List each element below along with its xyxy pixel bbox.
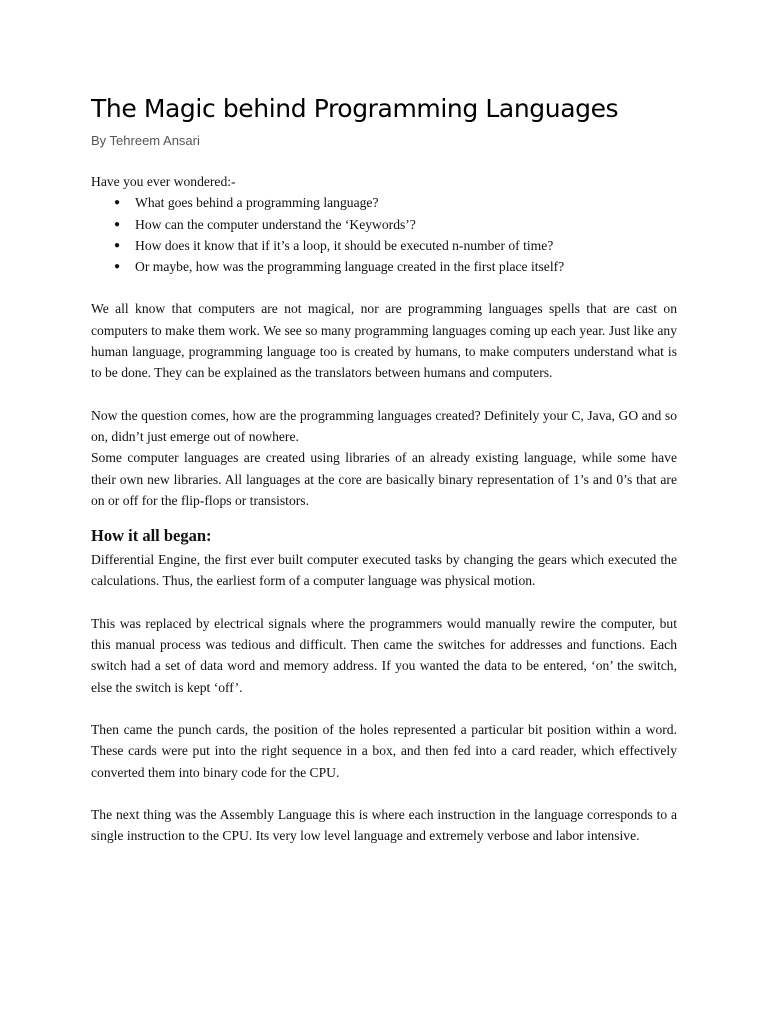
paragraph-differential-engine: Differential Engine, the first ever built computer executed tasks by changing the gears which executed the calculations. Thus, the earliest form of a computer language was physical motion.: [91, 552, 677, 589]
list-item-text: How does it know that if it’s a loop, it should be executed n-number of time?: [135, 237, 554, 253]
spacer: [91, 384, 677, 405]
author-byline: By Tehreem Ansari: [91, 133, 200, 148]
list-item: [114, 235, 677, 256]
intro-text: Have you ever wondered:-: [91, 174, 236, 189]
spacer: [91, 592, 677, 613]
bullet-icon: ●: [114, 197, 121, 209]
spacer: [91, 698, 677, 719]
document-page: [91, 92, 677, 846]
paragraph-how-created: Now the question comes, how are the programming languages created? Definitely your C, Java, GO and so on, didn’t just emerge out of nowhere.: [91, 407, 677, 444]
bullet-icon: ●: [114, 239, 121, 251]
list-item: [114, 256, 677, 277]
list-item-text: What goes behind a programming language?: [135, 195, 379, 211]
spacer: [91, 511, 677, 523]
paragraph-punch-cards: Then came the punch cards, the position of the holes represented a particular bit position within a word. These cards were put into the right sequence in a box, and then fed into a card reader, which effectively converted them into binary code for the CPU.: [91, 721, 677, 780]
document-title: The Magic behind Programming Languages: [91, 94, 619, 123]
bullet-icon: ●: [114, 218, 121, 230]
bullet-icon: ●: [114, 261, 121, 273]
paragraph-electrical-signals: This was replaced by electrical signals where the programmers would manually rewire the computer, but this manual process was tedious and difficult. Then came the switches for addresses and functions. Each switch had a set of data word and memory address. If you wanted the data to be entered, ‘on’ the switch, else the switch is kept ‘off’.: [91, 615, 677, 695]
spacer: [91, 783, 677, 804]
paragraph-computers-not-magical: We all know that computers are not magical, nor are programming languages spells that are cast on computers to make them work. We see so many programming languages coming up each year. Just like any human language, programming language too is created by humans, to make computers understand what is to be done. They can be explained as the translators between humans and computers.: [91, 301, 677, 381]
list-item-text: Or maybe, how was the programming language created in the first place itself?: [135, 259, 565, 275]
paragraph-assembly-language: The next thing was the Assembly Language this is where each instruction in the language corresponds to a single instruction to the CPU. Its very low level language and extremely verbose and labor intensive.: [91, 806, 677, 844]
section-heading: How it all began:: [91, 526, 212, 546]
list-item: [114, 192, 677, 213]
paragraph-libraries: Some computer languages are created using libraries of an already existing language, while some have their own new libraries. All languages at the core are basically binary representation of 1’s and 0’s that are on or off for the flip-flops or transistors.: [91, 450, 677, 508]
list-item: [114, 214, 677, 235]
spacer: [91, 277, 677, 298]
list-item-text: How can the computer understand the ‘Keywords’?: [135, 216, 416, 232]
questions-list: [91, 192, 677, 277]
